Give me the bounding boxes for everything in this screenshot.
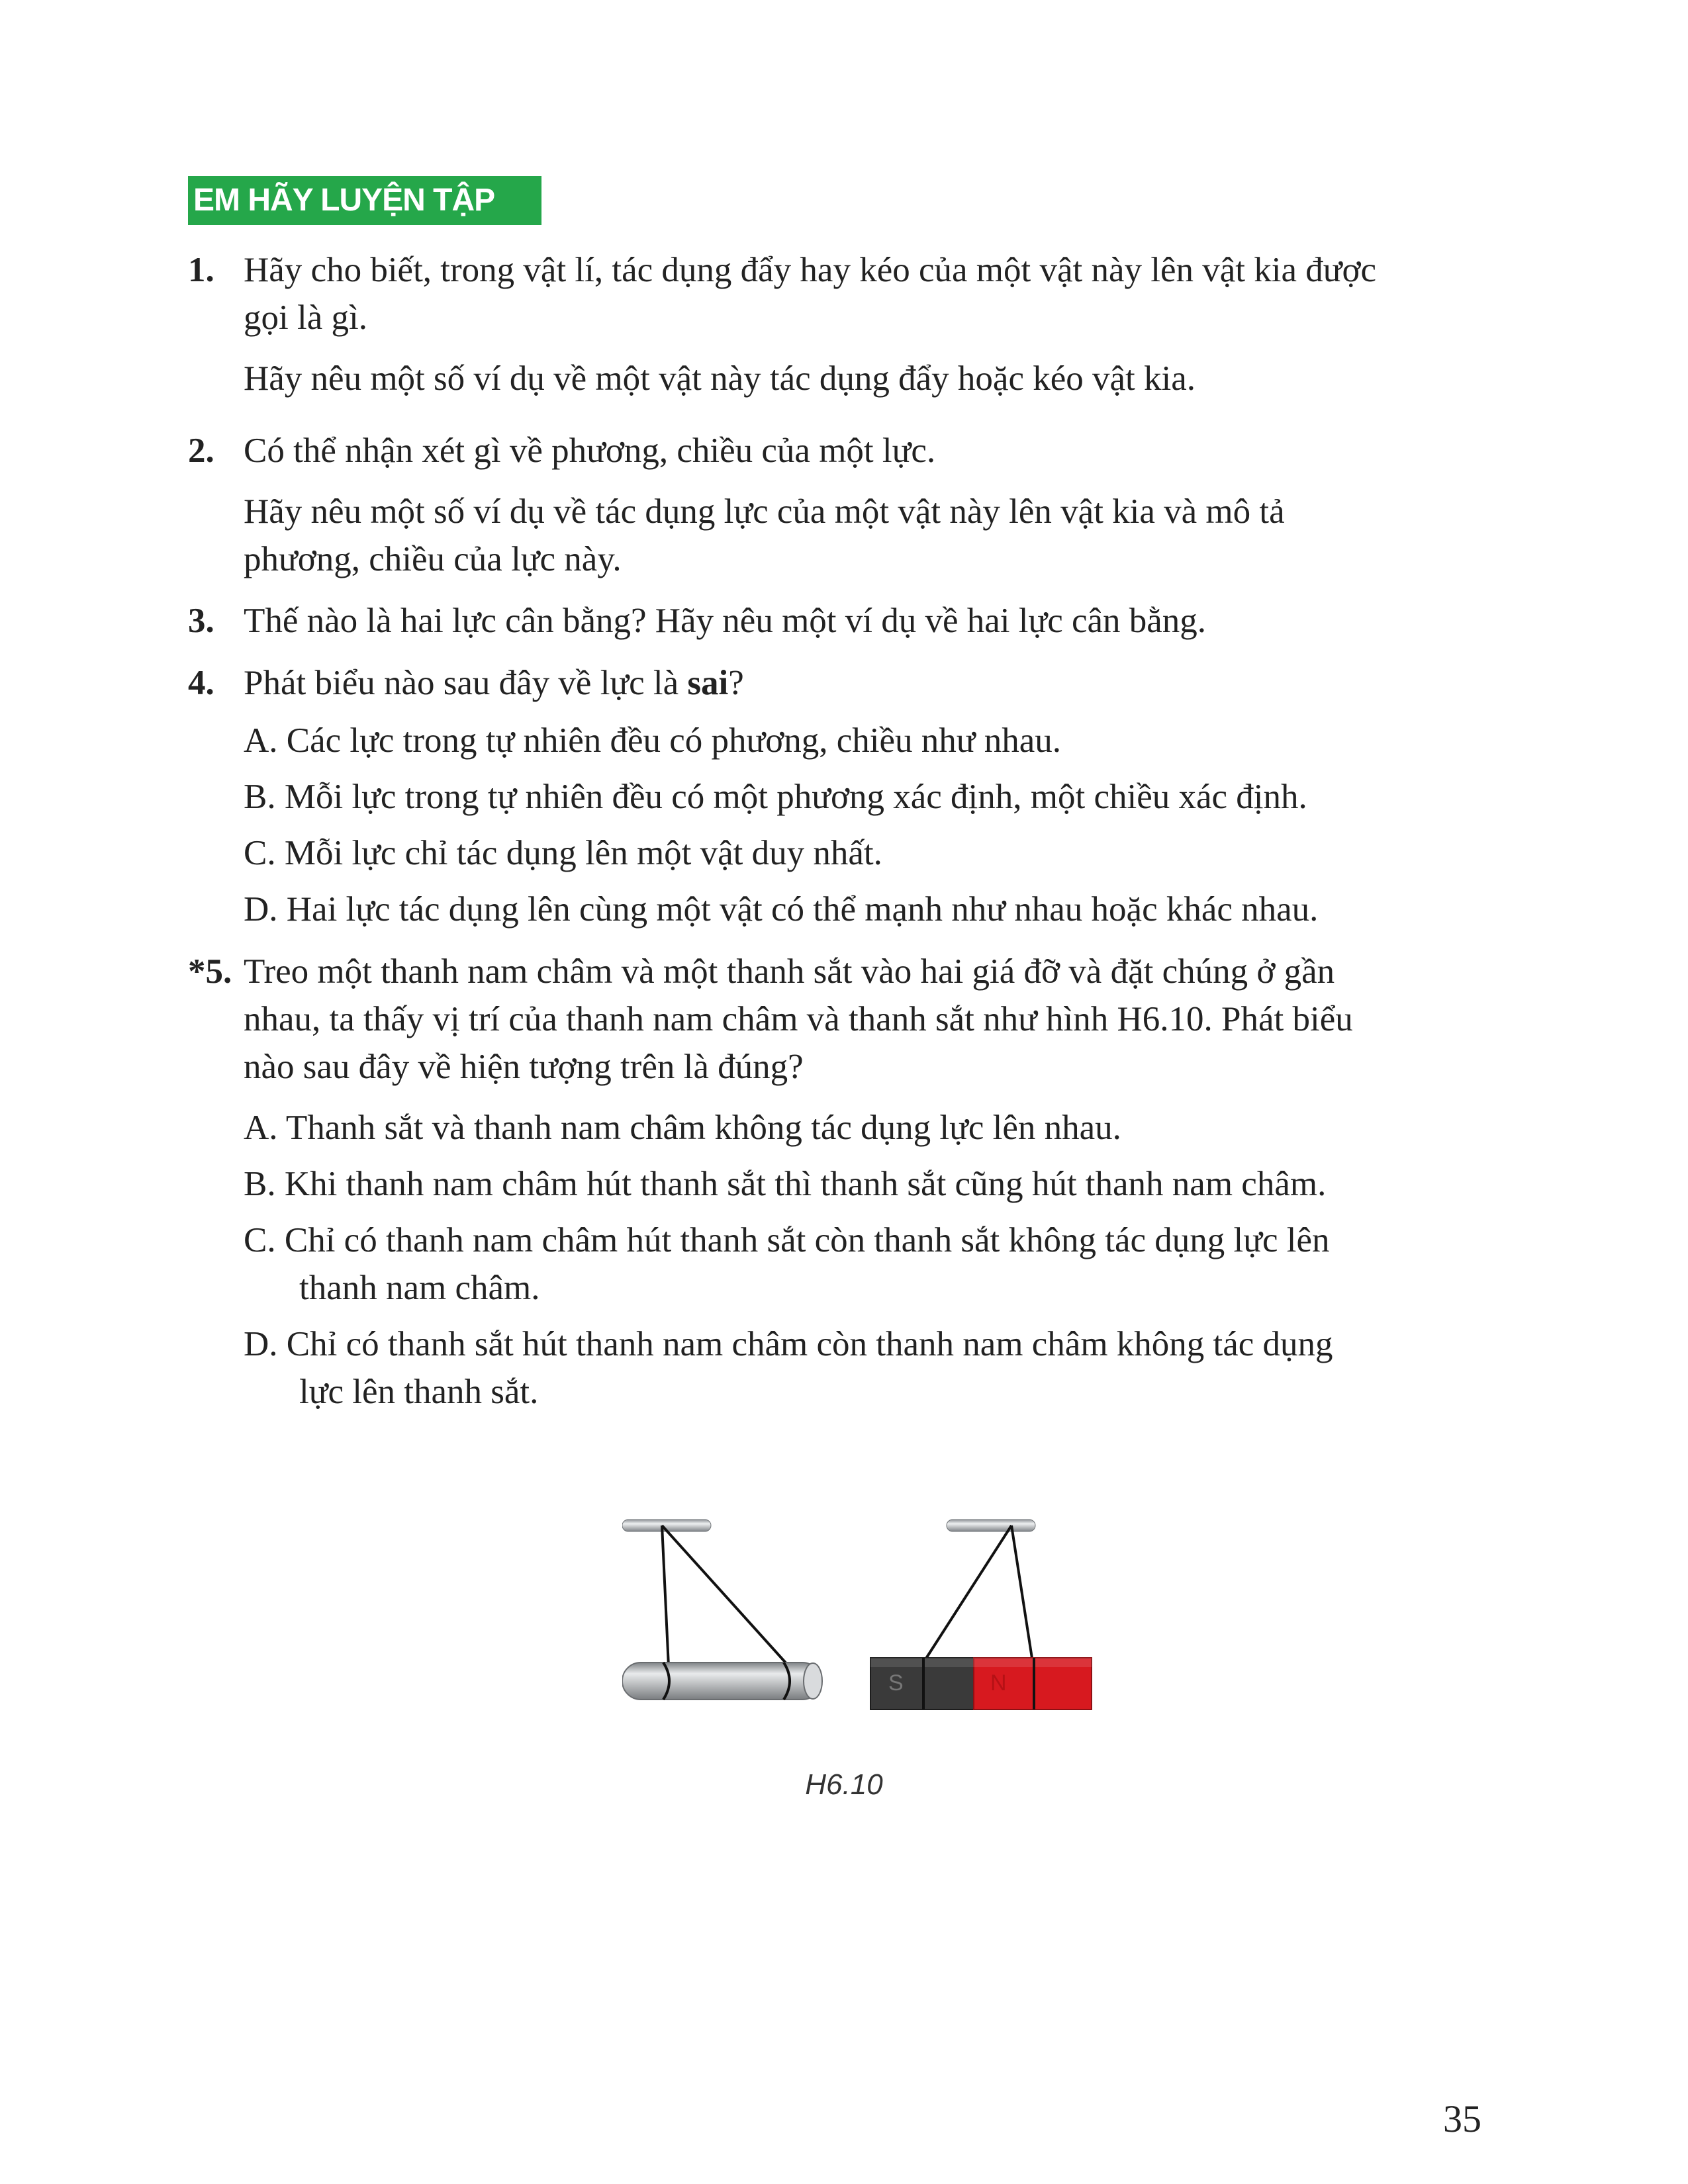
iron-bar-strings (662, 1525, 789, 1666)
question-stem-end: ? (728, 664, 744, 702)
magnet-strings (923, 1525, 1033, 1662)
page-number: 35 (1443, 2097, 1481, 2140)
question-stem: Phát biểu nào sau đây về lực là (244, 664, 688, 702)
question-text: nào sau đây về hiện tượng trên là đúng? (244, 1048, 804, 1086)
section-header: EM HÃY LUYỆN TẬP (188, 176, 541, 225)
question-number: *5. (188, 952, 232, 991)
bar-magnet (870, 1658, 1092, 1709)
magnet-label-s: S (888, 1670, 904, 1696)
q5-option-c-line1: C. Chỉ có thanh nam châm hút thanh sắt còn thanh sắt không tác dụng lực lên (244, 1221, 1330, 1259)
magnet-label-n: N (990, 1670, 1007, 1696)
q5-option-d-line1: D. Chỉ có thanh sắt hút thanh nam châm còn thanh nam châm không tác dụng (244, 1325, 1333, 1363)
question-text: Có thể nhận xét gì về phương, chiều của một lực. (244, 432, 936, 470)
question-emphasis: sai (687, 664, 729, 702)
question-number: 1. (188, 251, 214, 289)
question-text: Hãy nêu một số ví dụ về tác dụng lực của một vật này lên vật kia và mô tả (244, 492, 1285, 531)
question-text: Hãy cho biết, trong vật lí, tác dụng đẩy hay kéo của một vật này lên vật kia được (244, 251, 1377, 289)
question-text: Treo một thanh nam châm và một thanh sắt vào hai giá đỡ và đặt chúng ở gần (244, 952, 1335, 991)
q4-option-c: C. Mỗi lực chỉ tác dụng lên một vật duy nhất. (244, 834, 882, 872)
figure-caption: H6.10 (805, 1768, 883, 1801)
question-number: 3. (188, 602, 214, 640)
q5-option-d-line2: lực lên thanh sắt. (299, 1373, 539, 1411)
q5-option-c-line2: thanh nam châm. (299, 1269, 540, 1307)
q5-option-b: B. Khi thanh nam châm hút thanh sắt thì thanh sắt cũng hút thanh nam châm. (244, 1165, 1327, 1203)
question-text: phương, chiều của lực này. (244, 540, 622, 578)
question-number: 4. (188, 664, 214, 702)
q4-option-a: A. Các lực trong tự nhiên đều có phương, chiều như nhau. (244, 721, 1062, 760)
right-support-rod (947, 1520, 1035, 1531)
iron-bar (622, 1662, 822, 1700)
question-text: nhau, ta thấy vị trí của thanh nam châm và thanh sắt như hình H6.10. Phát biểu (244, 1000, 1353, 1038)
q4-option-d: D. Hai lực tác dụng lên cùng một vật có thể mạnh như nhau hoặc khác nhau. (244, 890, 1319, 929)
q4-option-b: B. Mỗi lực trong tự nhiên đều có một phương xác định, một chiều xác định. (244, 778, 1307, 816)
figure-h6-10 (622, 1489, 1099, 1741)
question-text: gọi là gì. (244, 298, 367, 337)
question-number: 2. (188, 432, 214, 470)
question-text (244, 659, 744, 707)
question-text: Hãy nêu một số ví dụ về một vật này tác dụng đẩy hoặc kéo vật kia. (244, 359, 1196, 398)
question-text: Thế nào là hai lực cân bằng? Hãy nêu một ví dụ về hai lực cân bằng. (244, 602, 1207, 640)
q5-option-a: A. Thanh sắt và thanh nam châm không tác dụng lực lên nhau. (244, 1109, 1121, 1147)
